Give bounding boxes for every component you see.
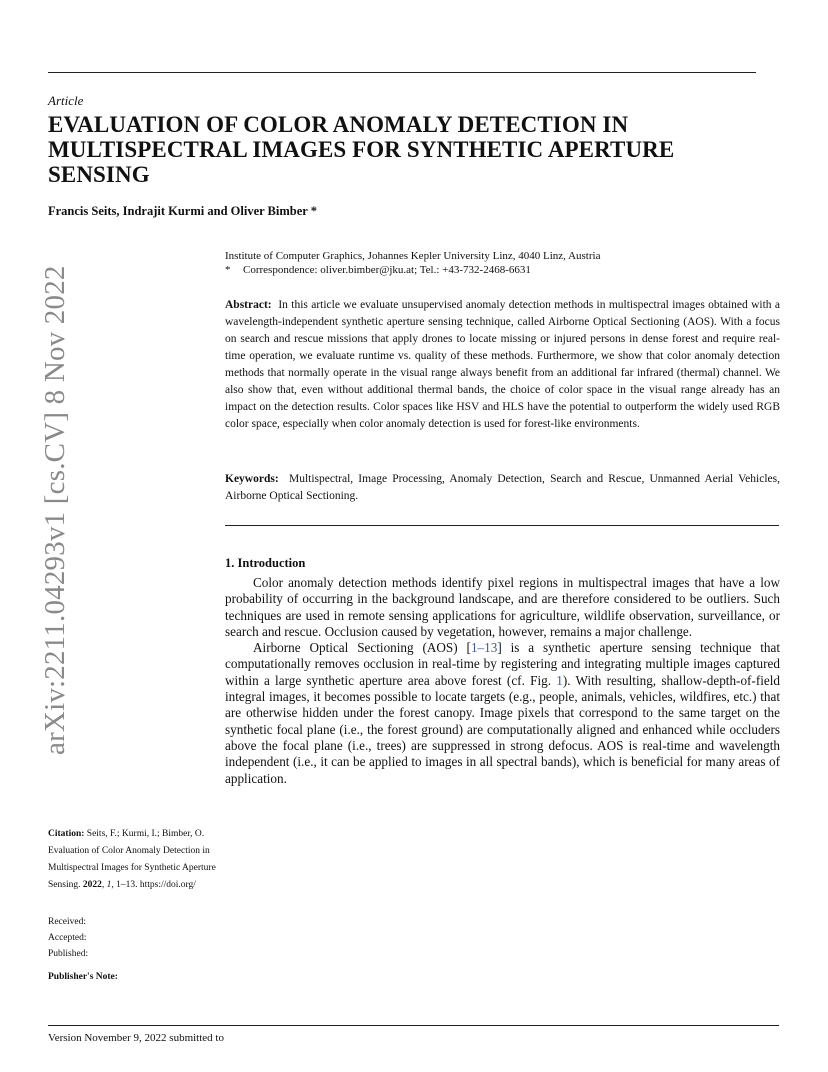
citation-block: Citation: Seits, F.; Kurmi, I.; Bimber, O. Evaluation of Color Anomaly Detection in Multispectral Images for Synthetic Aperture Sensing. 2022, 1, 1–13. https://doi.org/ [48,829,216,890]
affiliation-block [225,249,785,277]
introduction-body [225,575,780,787]
keywords-text: Multispectral, Image Processing, Anomaly Detection, Search and Rescue, Unmanned Aerial Vehicles, Airborne Optical Sectioning. [225,473,780,502]
publisher-note: Publisher's Note: [48,972,118,982]
correspondence-text: Correspondence: oliver.bimber@jku.at; Tel.: +43-732-2468-6631 [243,264,531,276]
abstract-label: Abstract: [225,299,272,311]
arxiv-sidebar-stamp: arXiv:2211.04293v1 [cs.CV] 8 Nov 2022 [39,265,71,755]
received-label: Received: [48,917,86,927]
citation-volume: 1 [106,880,112,890]
reference-link[interactable]: 1–13 [470,640,498,656]
footer-version: Version November 9, 2022 submitted to [48,1032,224,1044]
figure-link[interactable]: 1 [556,672,563,688]
paper-title: EVALUATION OF COLOR ANOMALY DETECTION IN MULTISPECTRAL IMAGES FOR SYNTHETIC APERTURE SENSING [48,112,675,187]
section-heading: 1. Introduction [225,556,306,570]
date-block [48,914,88,962]
institute-line: Institute of Computer Graphics, Johannes Kepler University Linz, 4040 Linz, Austria [225,250,601,262]
footer-rule [48,1025,779,1026]
citation-year: 2022 [82,880,102,890]
author-list: Francis Seits, Indrajit Kurmi and Oliver Bimber * [48,204,317,218]
citation-label: Citation: [48,829,85,839]
intro-paragraph-2: Airborne Optical Sectioning (AOS) [1–13] is a synthetic aperture sensing technique that computationally removes occlusion in real-time by registering and integrating multiple images captured within a large synthetic aperture area above forest (cf. Fig. 1). With resulting, shallow-depth-of-field integral images, it becomes possible to locate targets (e.g., people, animals, vehicles, wildfires, etc.) that are otherwise hidden under the forest canopy. Image pixels that correspond to the same target on the synthetic focal plane (i.e., the forest ground) are computationally aligned and enhanced while occluders above the focal plane (i.e., trees) are suppressed in strong defocus. AOS is real-time and wavelength independent (i.e., it can be applied to images in all spectral bands), which is beneficial for many areas of application. [225,640,780,786]
accepted-label: Accepted: [48,933,87,943]
top-rule [48,72,756,73]
article-type-label: Article [48,93,84,108]
keywords-label: Keywords: [225,473,279,485]
published-label: Published: [48,949,89,959]
abstract [225,297,780,433]
intro-paragraph-1: Color anomaly detection methods identify pixel regions in multispectral images that have a low probability of occurring in the background landscape, and are therefore considered to be outliers. Such techniques are used in remote sensing applications for agriculture, wildlife observation, surveillance, or search and rescue. Occlusion caused by vegetation, however, remains a major challenge. [225,575,780,639]
abstract-text: In this article we evaluate unsupervised anomaly detection methods in multispectral images obtained with a wavelength-independent synthetic aperture sensing technique, called Airborne Optical Sectioning (AOS). With a focus on search and rescue missions that apply drones to locate missing or injured persons in dense forest and require real-time operation, we evaluate runtime vs. quality of these methods. Furthermore, we show that color anomaly detection methods that normally operate in the visual range always benefit from an additional far infrared (thermal) channel. We also show that, even without additional thermal bands, the choice of color space in the visual range already has an impact on the detection results. Color spaces like HSV and HLS have the potential to outperform the widely used RGB color space, especially when color anomaly detection is used for forest-like environments. [225,299,780,430]
keywords [225,471,780,505]
abstract-rule [225,525,779,526]
correspondence-star: * [225,264,231,276]
correspondence-line [225,263,785,277]
